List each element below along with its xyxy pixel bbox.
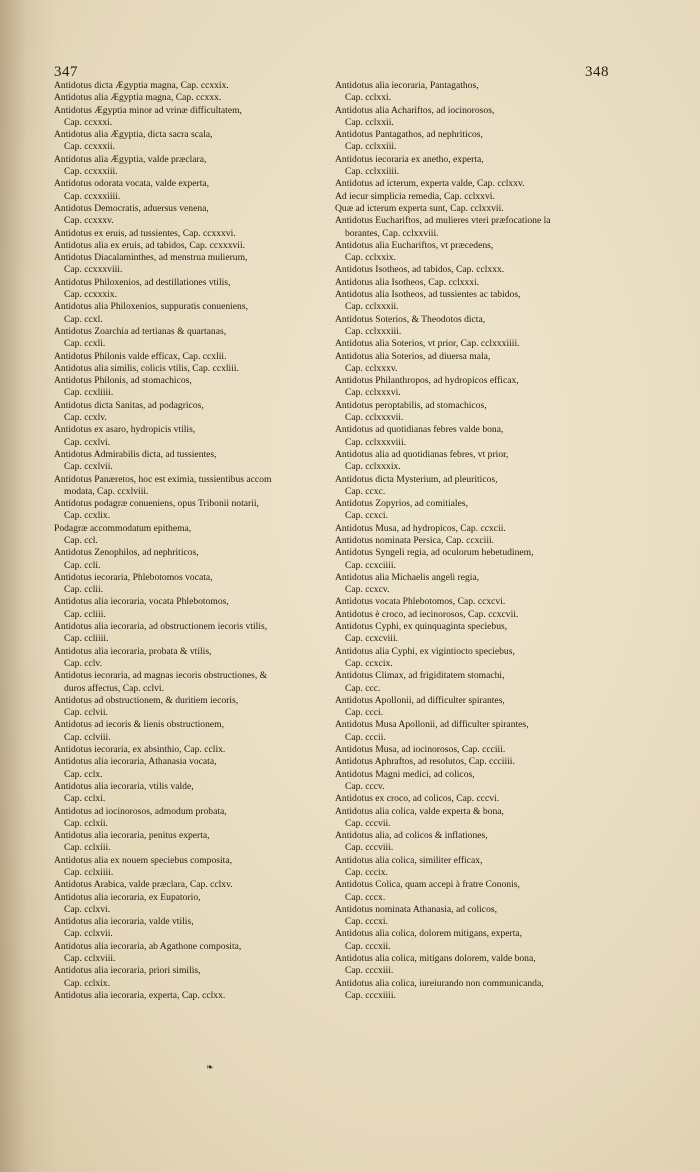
chapter-reference-line: Cap. ccxxxi. — [64, 116, 113, 128]
chapter-reference-line: Cap. cclxxiii. — [345, 141, 397, 153]
antidote-entry-line: Antidotus Zoarchia ad tertianas & quartanas, — [54, 325, 227, 337]
antidote-entry-line: Antidotus alia iecoraria, ab Agathone composita, — [54, 940, 242, 952]
chapter-reference-line: Cap. ccxxxix. — [64, 289, 118, 301]
antidote-entry-line: Antidotus Apollonii, ad difficulter spirantes, — [335, 694, 505, 706]
chapter-reference-line: Cap. ccl. — [64, 534, 98, 546]
antidote-entry-line: Antidotus alia Cyphi, ex vigintiocto speciebus, — [335, 645, 515, 657]
antidote-entry-line: Antidotus Arabica, valde præclara, Cap. cclxv. — [54, 879, 233, 891]
chapter-reference-line: Cap. cclxxxvii. — [345, 412, 404, 424]
antidote-entry-line: Antidotus alia ad quotidianas febres, vt prior, — [335, 448, 509, 460]
antidote-entry-line: Ad iecur simplicia remedia, Cap. cclxxvi. — [335, 190, 495, 202]
antidote-entry-line: Antidotus Colica, quam accepi à fratre Cononis, — [335, 879, 520, 891]
antidote-entry-line: Antidotus nominata Persica, Cap. ccxciii. — [335, 534, 495, 546]
antidote-entry-line: Antidotus alia iecoraria, vocata Phlebotomos, — [54, 596, 229, 608]
antidote-entry-line: Antidotus ad iocinorosos, admodum probata, — [54, 805, 227, 817]
antidote-entry-line: Antidotus alia iecoraria, vtilis valde, — [54, 780, 194, 792]
page-number-right: 348 — [585, 64, 609, 80]
antidote-entry-line: Antidotus alia Michaelis angeli regia, — [335, 571, 480, 583]
antidote-entry-line: Antidotus è croco, ad iecinorosos, Cap. ccxcvii. — [335, 608, 519, 620]
chapter-reference-line: Cap. cccix. — [345, 867, 388, 878]
antidote-entry-line: Quæ ad icterum experta sunt, Cap. cclxxvii. — [335, 202, 504, 214]
antidote-entry-line: Antidotus Pantagathos, ad nephriticos, — [335, 129, 483, 141]
chapter-reference-line: borantes, Cap. cclxxviii. — [345, 227, 439, 239]
antidote-entry-line: Antidotus Climax, ad frigiditatem stomachi, — [335, 670, 505, 682]
chapter-reference-line: Cap. cclxi. — [64, 793, 106, 805]
antidote-entry-line: Antidotus peroptabilis, ad stomachicos, — [335, 399, 487, 411]
antidote-entry-line: Antidotus alia ex nouem speciebus composita, — [54, 854, 232, 866]
antidote-entry-line: Antidotus ad quotidianas febres valde bona, — [335, 424, 504, 436]
chapter-reference-line: Cap. ccxcix. — [345, 657, 393, 669]
left-text-column — [54, 80, 318, 1002]
antidote-entry-line: Antidotus Syngeli regia, ad oculorum hebetudinem, — [335, 547, 534, 559]
antidote-entry-line: Antidotus Zopyrios, ad comitiales, — [335, 498, 468, 510]
antidote-entry-line: Antidotus Magni medici, ad colicos, — [335, 768, 475, 780]
antidote-entry-line: Antidotus Philanthropos, ad hydropicos efficax, — [335, 375, 519, 387]
chapter-reference-line: Cap. cccv. — [345, 780, 385, 792]
antidote-entry-line: Antidotus alia iecoraria, Athanasia vocata, — [54, 756, 217, 768]
antidote-entry-line: Antidotus alia iecoraria, probata & vtilis, — [54, 645, 212, 657]
chapter-reference-line: Cap. cclxxxv. — [345, 362, 398, 374]
chapter-reference-line: Cap. cclxix. — [64, 977, 111, 989]
chapter-reference-line: Cap. cccxii. — [345, 940, 391, 952]
chapter-reference-line: Cap. cclxxxii. — [345, 301, 399, 313]
chapter-reference-line: Cap. cclxiiii. — [64, 867, 114, 878]
chapter-reference-line: Cap. ccxcv. — [345, 584, 390, 596]
antidote-entry-line: Antidotus alia similis, colicis vtilis, Cap. ccxliii. — [54, 362, 239, 374]
chapter-reference-line: Cap. cclii. — [64, 584, 104, 596]
chapter-reference-line: Cap. ccxxxiii. — [64, 166, 118, 178]
antidote-entry-line: Antidotus ad icterum, experta valde, Cap. cclxxv. — [335, 178, 525, 190]
page-ornament: ❧ — [206, 1062, 214, 1072]
chapter-reference-line: Cap. cclxxxiii. — [345, 325, 402, 337]
antidote-entry-line: Antidotus alia, ad colicos & inflationes, — [335, 830, 488, 842]
chapter-reference-line: Cap. ccc. — [345, 682, 381, 694]
chapter-reference-line: duros affectus, Cap. cclvi. — [64, 682, 164, 694]
antidote-entry-line: Antidotus alia Ægyptia, dicta sacra scala, — [54, 129, 213, 141]
antidote-entry-line: Antidotus alia Achariftos, ad iocinorosos, — [335, 104, 495, 116]
antidote-entry-line: Antidotus alia Ægyptia magna, Cap. ccxxx. — [54, 92, 222, 104]
antidote-entry-line: Antidotus Soterios, & Theodotos dicta, — [335, 313, 486, 325]
chapter-reference-line: Cap. cccvii. — [345, 817, 391, 829]
chapter-reference-line: Cap. cclxxxix. — [345, 461, 401, 473]
antidote-entry-line: Antidotus iecoraria ex anetho, experta, — [335, 153, 484, 165]
antidote-entry-line: Antidotus alia iecoraria, experta, Cap. cclxx. — [54, 989, 226, 1001]
chapter-reference-line: Cap. cclxiii. — [64, 842, 111, 854]
antidote-entry-line: Antidotus Zenophilos, ad nephriticos, — [54, 547, 199, 559]
chapter-reference-line: Cap. ccxxxiiii. — [64, 190, 121, 202]
chapter-reference-line: Cap. cclxvi. — [64, 903, 111, 915]
chapter-reference-line: Cap. cclxxi. — [345, 92, 392, 104]
antidote-entry-line: Antidotus Philoxenios, ad destillationes vtilis, — [54, 276, 231, 288]
antidote-entry-line: Antidotus Philonis, ad stomachicos, — [54, 375, 192, 387]
antidote-entry-line: Antidotus alia Euchariftos, vt præcedens, — [335, 239, 494, 251]
antidote-entry-line: Antidotus Panæretos, hoc est eximia, tussientibus accom — [54, 473, 272, 485]
antidote-entry-line: Antidotus alia Isotheos, ad tussientes ac tabidos, — [335, 289, 521, 301]
antidote-entry-line: Antidotus alia Soterios, ad diuersa mala, — [335, 350, 491, 362]
chapter-reference-line: Cap. ccxcviii. — [345, 633, 399, 645]
antidote-entry-line: Antidotus dicta Ægyptia magna, Cap. ccxxix. — [54, 80, 229, 91]
chapter-reference-line: Cap. ccxxxii. — [64, 141, 115, 153]
antidote-entry-line: Antidotus alia colica, dolorem mitigans, experta, — [335, 928, 523, 940]
chapter-reference-line: Cap. ccxlvii. — [64, 461, 113, 473]
chapter-reference-line: Cap. ccxliiii. — [64, 387, 114, 399]
antidote-entry-line: Antidotus iecoraria, ex absinthio, Cap. cclix. — [54, 744, 226, 756]
antidote-entry-line: Podagræ accommodatum epithema, — [54, 522, 192, 534]
antidote-entry-line: Antidotus Isotheos, ad tabidos, Cap. cclxxx. — [335, 264, 505, 276]
chapter-reference-line: Cap. cccxiiii. — [345, 989, 396, 1001]
antidote-entry-line: Antidotus Aphraftos, ad resolutos, Cap. ccciiii. — [335, 756, 515, 768]
antidote-entry-line: Antidotus alia ex eruis, ad tabidos, Cap. ccxxxvii. — [54, 239, 246, 251]
antidote-entry-line: Antidotus Diacalaminthes, ad menstrua mulierum, — [54, 252, 248, 264]
chapter-reference-line: Cap. cclviii. — [64, 731, 111, 743]
chapter-reference-line: Cap. cccxi. — [345, 916, 388, 928]
chapter-reference-line: Cap. ccxxxviii. — [64, 264, 123, 276]
chapter-reference-line: modata, Cap. ccxlviii. — [64, 485, 149, 497]
chapter-reference-line: Cap. cclxviii. — [64, 953, 116, 965]
antidote-entry-line: Antidotus ad obstructionem, & duritiem iecoris, — [54, 694, 239, 706]
antidote-entry-line: Antidotus alia Isotheos, Cap. cclxxxi. — [335, 276, 480, 288]
antidote-entry-line: Antidotus Euchariftos, ad mulieres vteri præfocatione la — [335, 215, 551, 227]
chapter-reference-line: Cap. ccxc. — [345, 485, 386, 497]
antidote-entry-line: Antidotus alia colica, valde experta & bona, — [335, 805, 504, 817]
chapter-reference-line: Cap. cclx. — [64, 768, 103, 780]
antidote-entry-line: Antidotus Democratis, aduersus venena, — [54, 202, 209, 214]
right-text-column — [335, 80, 625, 1002]
chapter-reference-line: Cap. ccxlvi. — [64, 436, 111, 448]
antidote-entry-line: Antidotus iecoraria, Phlebotomos vocata, — [54, 571, 213, 583]
chapter-reference-line: Cap. cclv. — [64, 657, 103, 669]
antidote-entry-line: Antidotus Cyphi, ex quinquaginta speciebus, — [335, 621, 508, 633]
antidote-entry-line: Antidotus Ægyptia minor ad vrinæ difficultatem, — [54, 104, 242, 116]
antidote-entry-line: Antidotus podagræ conueniens, opus Tribonii notarii, — [54, 498, 259, 510]
antidote-entry-line: Antidotus Musa, ad hydropicos, Cap. ccxcii. — [335, 522, 506, 534]
chapter-reference-line: Cap. cclxii. — [64, 817, 108, 829]
antidote-entry-line: Antidotus Admirabilis dicta, ad tussientes, — [54, 448, 217, 460]
chapter-reference-line: Cap. cclxxii. — [345, 116, 394, 128]
antidote-entry-line: Antidotus vocata Phlebotomos, Cap. ccxcvi. — [335, 596, 506, 608]
chapter-reference-line: Cap. cccx. — [345, 891, 386, 903]
chapter-reference-line: Cap. cccii. — [345, 731, 386, 743]
antidote-entry-line: Antidotus ex asaro, hydropicis vtilis, — [54, 424, 196, 436]
page-number-left: 347 — [54, 64, 78, 80]
chapter-reference-line: Cap. ccxxxv. — [64, 215, 114, 227]
antidote-entry-line: Antidotus alia Ægyptia, valde præclara, — [54, 153, 207, 165]
antidote-entry-line: Antidotus alia iecoraria, ad obstructionem iecoris vtilis, — [54, 621, 268, 633]
antidote-entry-line: Antidotus alia iecoraria, penitus experta, — [54, 830, 210, 842]
antidote-entry-line: Antidotus iecoraria, ad magnas iecoris obstructiones, & — [54, 670, 268, 682]
chapter-reference-line: Cap. ccliii. — [64, 608, 106, 620]
antidote-entry-line: Antidotus alia iecoraria, valde vtilis, — [54, 916, 194, 928]
antidote-entry-line: Antidotus nominata Athanasia, ad colicos, — [335, 903, 497, 915]
chapter-reference-line: Cap. cclxxiiii. — [345, 166, 400, 178]
chapter-reference-line: Cap. cclxxxvi. — [345, 387, 401, 399]
antidote-entry-line: Antidotus alia iecoraria, Pantagathos, — [335, 80, 479, 91]
antidote-entry-line: Antidotus alia Soterios, vt prior, Cap. cclxxxiiii. — [335, 338, 520, 350]
chapter-reference-line: Cap. ccxciiii. — [345, 559, 396, 571]
chapter-reference-line: Cap. ccli. — [64, 559, 101, 571]
chapter-reference-line: Cap. cccviii. — [345, 842, 394, 854]
antidote-entry-line: Antidotus dicta Mysterium, ad pleuriticos, — [335, 473, 498, 485]
antidote-entry-line: Antidotus alia iecoraria, priori similis, — [54, 965, 201, 977]
chapter-reference-line: Cap. cccxiii. — [345, 965, 394, 977]
chapter-reference-line: Cap. ccxci. — [345, 510, 388, 522]
chapter-reference-line: Cap. ccxli. — [64, 338, 106, 350]
chapter-reference-line: Cap. ccxlix. — [64, 510, 111, 522]
chapter-reference-line: Cap. cclxxxviii. — [345, 436, 407, 448]
chapter-reference-line: Cap. ccci. — [345, 707, 384, 719]
antidote-entry-line: Antidotus alia colica, similiter efficax, — [335, 854, 483, 866]
chapter-reference-line: Cap. ccxl. — [64, 313, 103, 325]
antidote-entry-line: Antidotus alia Philoxenios, suppuratis conueniens, — [54, 301, 248, 313]
antidote-entry-line: Antidotus Musa, ad iocinorosos, Cap. ccciii. — [335, 744, 506, 756]
chapter-reference-line: Cap. cclvii. — [64, 707, 108, 719]
chapter-reference-line: Cap. cclxxix. — [345, 252, 396, 264]
chapter-reference-line: Cap. cclxvii. — [64, 928, 113, 940]
antidote-entry-line: Antidotus ex eruis, ad tussientes, Cap. ccxxxvi. — [54, 227, 236, 239]
antidote-entry-line: Antidotus alia colica, iureiurando non communicanda, — [335, 977, 544, 989]
antidote-entry-line: Antidotus ad iecoris & lienis obstructionem, — [54, 719, 224, 731]
antidote-entry-line: Antidotus dicta Sanitas, ad podagricos, — [54, 399, 204, 411]
chapter-reference-line: Cap. ccxlv. — [64, 412, 107, 424]
antidote-entry-line: Antidotus ex croco, ad colicos, Cap. cccvi. — [335, 793, 500, 805]
antidote-entry-line: Antidotus alia iecoraria, ex Eupatorio, — [54, 891, 201, 903]
antidote-entry-line: Antidotus Musa Apollonii, ad difficulter spirantes, — [335, 719, 529, 731]
antidote-entry-line: Antidotus odorata vocata, valde experta, — [54, 178, 210, 190]
chapter-reference-line: Cap. ccliiii. — [64, 633, 109, 645]
antidote-entry-line: Antidotus Philonis valde efficax, Cap. ccxlii. — [54, 350, 227, 362]
antidote-entry-line: Antidotus alia colica, mitigans dolorem, valde bona, — [335, 953, 536, 965]
